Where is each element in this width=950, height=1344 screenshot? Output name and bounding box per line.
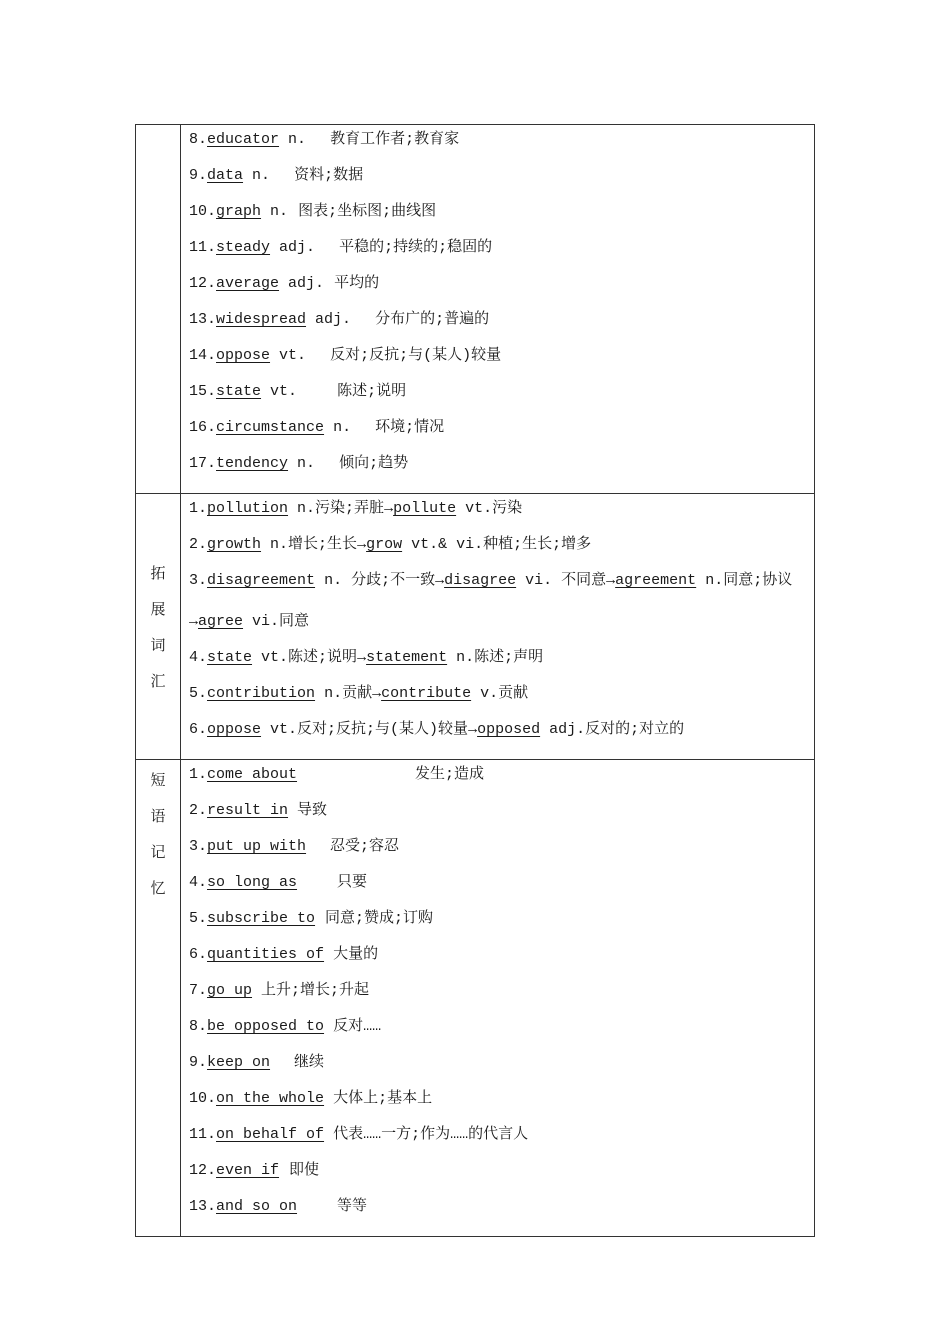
definition: n. 分歧;不一致	[324, 572, 436, 589]
arrow-icon: →	[606, 572, 616, 589]
definition: n.同意;协议	[705, 572, 793, 589]
label-char: 短	[150, 771, 166, 789]
item-number: 10.	[189, 203, 217, 220]
phrase: on behalf of	[216, 1126, 325, 1143]
definition: 发生;造成	[415, 766, 485, 783]
definition: 上升;增长;升起	[261, 982, 370, 999]
part-of-speech: n.	[297, 455, 316, 472]
label-char: 拓	[150, 563, 166, 582]
definition: 反对;反抗;与(某人)较量	[330, 347, 502, 364]
extended-vocab-label	[136, 494, 181, 759]
definition: 代表……一方;作为……的代言人	[333, 1126, 529, 1143]
definition: 图表;坐标图;曲线图	[298, 203, 437, 220]
vocab-word: growth	[207, 536, 262, 553]
vocab-word: average	[216, 275, 280, 292]
list-item	[189, 645, 814, 681]
item-number: 11.	[189, 239, 217, 256]
vocab-word: data	[207, 167, 244, 184]
extended-vocab-section	[136, 493, 814, 759]
part-of-speech: n.	[333, 419, 352, 436]
list-item	[189, 199, 814, 235]
phrase: go up	[207, 982, 253, 999]
item-number: 9.	[189, 1054, 208, 1071]
label-char: 语	[150, 807, 166, 825]
definition: 平稳的;持续的;稳固的	[339, 239, 493, 256]
list-item	[189, 235, 814, 271]
list-item	[189, 127, 814, 163]
part-of-speech: vt.	[279, 347, 307, 364]
item-number: 12.	[189, 275, 217, 292]
list-item	[189, 906, 814, 942]
definition: 倾向;趋势	[339, 455, 409, 472]
definition: 环境;情况	[375, 419, 445, 436]
list-item	[189, 1086, 814, 1122]
list-item	[189, 532, 814, 568]
list-item	[189, 343, 814, 379]
definition: n.增长;生长	[270, 536, 358, 553]
derived-word: agree	[198, 613, 244, 630]
arrow-icon: →	[435, 572, 445, 589]
item-number: 13.	[189, 1198, 217, 1215]
item-number: 6.	[189, 721, 208, 738]
vocab-word: steady	[216, 239, 271, 256]
list-item	[189, 834, 814, 870]
item-number: 2.	[189, 536, 208, 553]
part-of-speech: n.	[288, 131, 307, 148]
item-number: 4.	[189, 649, 208, 666]
derived-word: opposed	[477, 721, 541, 738]
item-number: 5.	[189, 685, 208, 702]
item-number: 7.	[189, 982, 208, 999]
definition: 即使	[289, 1162, 320, 1179]
definition: 陈述;说明	[337, 383, 407, 400]
list-item	[189, 496, 814, 532]
derived-word: contribute	[381, 685, 472, 702]
item-number: 6.	[189, 946, 208, 963]
arrow-icon: →	[468, 721, 478, 738]
list-item	[189, 717, 814, 753]
definition: adj.反对的;对立的	[549, 721, 685, 738]
part-of-speech: n.	[270, 203, 289, 220]
label-char: 忆	[150, 879, 166, 897]
phrase: result in	[207, 802, 289, 819]
item-number: 1.	[189, 500, 208, 517]
part-of-speech: adj.	[315, 311, 352, 328]
item-number: 16.	[189, 419, 217, 436]
derived-word: agreement	[615, 572, 697, 589]
item-number: 3.	[189, 838, 208, 855]
part-of-speech: n.	[252, 167, 271, 184]
list-item	[189, 271, 814, 307]
definition: vt.反对;反抗;与(某人)较量	[270, 721, 469, 738]
core-words-side-cell	[136, 125, 181, 493]
list-item	[189, 163, 814, 199]
arrow-icon: →	[357, 649, 367, 666]
item-number: 10.	[189, 1090, 217, 1107]
list-item	[189, 681, 814, 717]
definition: n.贡献	[324, 685, 373, 702]
derived-word: pollute	[393, 500, 457, 517]
item-number: 14.	[189, 347, 217, 364]
list-item	[189, 1194, 814, 1230]
definition: 反对……	[333, 1018, 382, 1035]
list-item	[189, 307, 814, 343]
list-item	[189, 1122, 814, 1158]
list-item	[189, 942, 814, 978]
definition: vt.污染	[465, 500, 523, 517]
definition: 忍受;容忍	[330, 838, 400, 855]
definition: vt.& vi.种植;生长;增多	[411, 536, 592, 553]
vocab-word: educator	[207, 131, 280, 148]
definition: n.污染;弄脏	[297, 500, 385, 517]
item-number: 8.	[189, 131, 208, 148]
phrases-list	[181, 760, 814, 1236]
part-of-speech: adj.	[279, 239, 316, 256]
part-of-speech: adj.	[288, 275, 325, 292]
phrases-label	[136, 760, 181, 1236]
label-char: 展	[150, 599, 166, 618]
item-number: 9.	[189, 167, 208, 184]
extended-vocab-list	[181, 494, 814, 759]
phrase: and so on	[216, 1198, 298, 1215]
definition: 只要	[337, 874, 368, 891]
definition: v.贡献	[480, 685, 529, 702]
derived-word: grow	[366, 536, 403, 553]
derived-word: statement	[366, 649, 448, 666]
phrase: be opposed to	[207, 1018, 325, 1035]
definition: 教育工作者;教育家	[330, 131, 460, 148]
phrases-section	[136, 759, 814, 1236]
vocab-word: oppose	[207, 721, 262, 738]
list-item	[189, 415, 814, 451]
definition: 导致	[297, 802, 328, 819]
vocab-word: state	[216, 383, 262, 400]
definition: 继续	[294, 1054, 325, 1071]
phrase: keep on	[207, 1054, 271, 1071]
list-item	[189, 451, 814, 487]
definition: vi.同意	[252, 613, 310, 630]
definition: 大体上;基本上	[333, 1090, 433, 1107]
arrow-icon: →	[357, 536, 367, 553]
definition: 资料;数据	[294, 167, 364, 184]
definition: 平均的	[334, 275, 380, 292]
phrase: quantities of	[207, 946, 325, 963]
core-words-list	[181, 125, 814, 493]
list-item	[189, 870, 814, 906]
list-item	[189, 978, 814, 1014]
derived-word: disagree	[444, 572, 517, 589]
list-item	[189, 1158, 814, 1194]
definition: 同意;赞成;订购	[325, 910, 434, 927]
phrase: come about	[207, 766, 298, 783]
list-item	[189, 568, 814, 609]
arrow-icon: →	[189, 613, 199, 630]
arrow-icon: →	[384, 500, 394, 517]
item-number: 4.	[189, 874, 208, 891]
part-of-speech: vt.	[270, 383, 298, 400]
phrase: even if	[216, 1162, 280, 1179]
phrase: on the whole	[216, 1090, 325, 1107]
label-char: 记	[150, 843, 166, 861]
list-item	[189, 798, 814, 834]
item-number: 11.	[189, 1126, 217, 1143]
vocab-word: graph	[216, 203, 262, 220]
arrow-icon: →	[372, 685, 382, 702]
list-item	[189, 379, 814, 415]
vocab-word: pollution	[207, 500, 289, 517]
item-number: 15.	[189, 383, 217, 400]
definition: 大量的	[333, 946, 379, 963]
vocab-word: tendency	[216, 455, 289, 472]
vocabulary-table	[135, 124, 815, 1237]
vocab-word: widespread	[216, 311, 307, 328]
definition: vi. 不同意	[525, 572, 607, 589]
label-char: 汇	[150, 671, 166, 690]
list-item	[189, 1050, 814, 1086]
core-words-section	[136, 125, 814, 493]
item-number: 2.	[189, 802, 208, 819]
definition: n.陈述;声明	[456, 649, 544, 666]
definition: 等等	[337, 1198, 368, 1215]
list-item-continued	[189, 609, 814, 645]
list-item	[189, 762, 814, 798]
phrase: put up with	[207, 838, 307, 855]
vocab-word: oppose	[216, 347, 271, 364]
item-number: 3.	[189, 572, 208, 589]
label-char: 词	[150, 635, 166, 654]
phrase: subscribe to	[207, 910, 316, 927]
item-number: 5.	[189, 910, 208, 927]
item-number: 1.	[189, 766, 208, 783]
item-number: 12.	[189, 1162, 217, 1179]
item-number: 8.	[189, 1018, 208, 1035]
phrase: so long as	[207, 874, 298, 891]
vocab-word: disagreement	[207, 572, 316, 589]
definition: vt.陈述;说明	[261, 649, 358, 666]
definition: 分布广的;普遍的	[375, 311, 490, 328]
item-number: 17.	[189, 455, 217, 472]
vocab-word: contribution	[207, 685, 316, 702]
item-number: 13.	[189, 311, 217, 328]
vocab-word: circumstance	[216, 419, 325, 436]
vocab-word: state	[207, 649, 253, 666]
list-item	[189, 1014, 814, 1050]
